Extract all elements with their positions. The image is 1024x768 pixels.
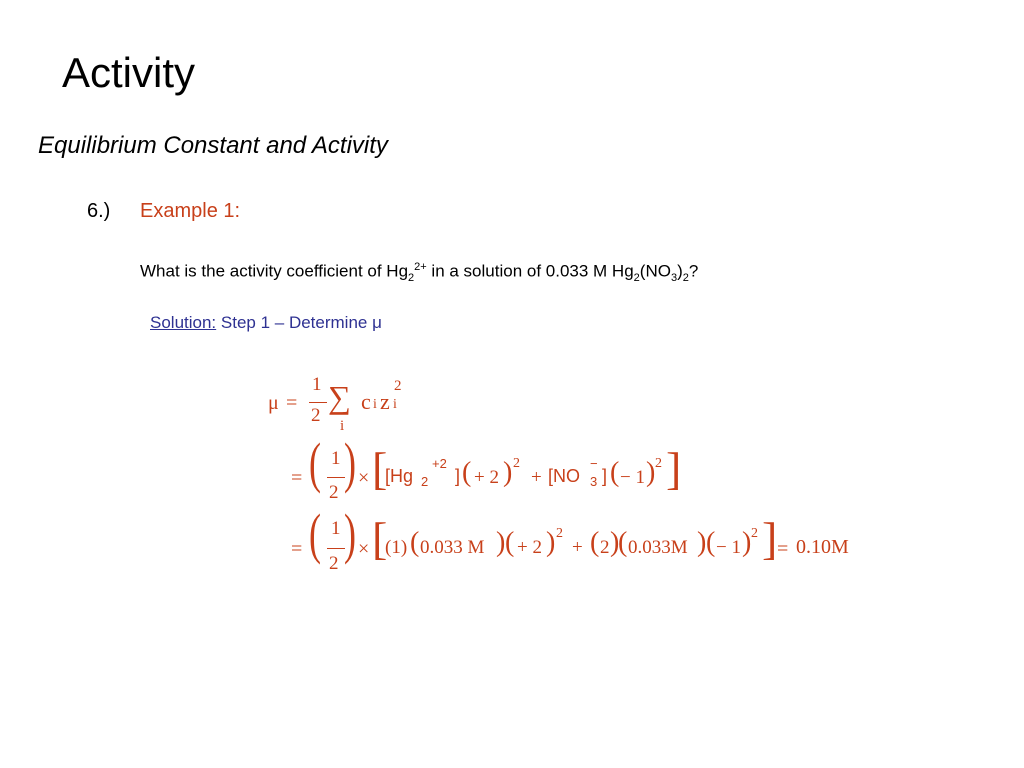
slide-subtitle: Equilibrium Constant and Activity [38, 132, 388, 159]
paren-open: ( [610, 457, 620, 488]
paren-open: ( [462, 457, 472, 488]
solution-label: Solution: [150, 313, 217, 332]
left-paren: ( [309, 431, 321, 494]
question-sub: 2 [633, 272, 640, 285]
paren-close: ) [496, 527, 506, 558]
mercury-superscript: +2 [432, 456, 447, 471]
paren-open: ( [410, 527, 420, 558]
bracket-close: ] [455, 466, 461, 486]
fraction-denominator: 2 [329, 553, 339, 574]
right-bracket: ] [666, 443, 682, 494]
fraction-bar [309, 402, 327, 403]
example-label: Example 1: [140, 200, 241, 222]
right-paren: ) [344, 502, 356, 565]
nitrate-ion: [NO [548, 466, 581, 486]
right-bracket: ] [762, 513, 778, 564]
question-sub: 2 [408, 272, 415, 285]
charge-value: + 2 [517, 537, 542, 558]
left-bracket: [ [372, 443, 388, 494]
fraction-bar [327, 477, 345, 478]
fraction-denominator: 2 [311, 405, 321, 426]
times-sign: × [358, 538, 370, 560]
paren-close: ) [742, 527, 752, 558]
slide-title: Activity [62, 49, 196, 96]
paren-close: ) [546, 527, 556, 558]
fraction-denominator: 2 [329, 482, 339, 503]
paren-open: ( [618, 527, 628, 558]
paren-open: ( [706, 527, 716, 558]
charge-superscript: 2 [394, 378, 402, 394]
mercury-ion: [Hg [385, 466, 414, 486]
times-sign: × [358, 467, 370, 489]
paren-close: ) [610, 527, 620, 558]
concentration-symbol: c [361, 389, 371, 414]
square-exponent: 2 [751, 526, 758, 541]
question-part: in a solution of 0.033 M Hg [426, 261, 634, 281]
concentration-value: 0.033 M [420, 537, 485, 558]
left-bracket: [ [372, 513, 388, 564]
bracket-close: ] [602, 466, 608, 486]
mu-symbol: μ [268, 392, 279, 414]
summation-index: i [340, 418, 345, 434]
result-value: 0.10M [796, 536, 849, 558]
equals-sign: = [286, 392, 298, 414]
fraction-numerator: 1 [331, 448, 341, 469]
charge-value: + 2 [474, 467, 499, 488]
right-paren: ) [344, 431, 356, 494]
nitrate-subscript: 3 [590, 474, 598, 489]
paren-close: ) [697, 527, 707, 558]
fraction-numerator: 1 [312, 374, 322, 395]
concentration-value: 0.033M [628, 537, 688, 558]
paren-close: ) [503, 457, 513, 488]
fraction-bar [327, 548, 345, 549]
question-text [140, 254, 698, 291]
question-part: (NO [639, 261, 671, 281]
charge-value: − 1 [620, 467, 645, 488]
coefficient: 2 [600, 537, 610, 558]
square-exponent: 2 [655, 456, 662, 471]
fraction-numerator: 1 [331, 518, 341, 539]
equals-sign: = [291, 467, 303, 489]
nitrate-superscript: − [590, 456, 598, 471]
question-sub: 2 [682, 272, 689, 285]
item-number: 6.) [87, 200, 111, 222]
charge-value: − 1 [716, 537, 741, 558]
question-part: ? [688, 261, 699, 281]
question-sub: 3 [670, 272, 678, 285]
coefficient: (1) [385, 537, 408, 558]
square-exponent: 2 [513, 456, 520, 471]
left-paren: ( [309, 502, 321, 565]
question-sup: 2+ [414, 261, 427, 273]
plus-sign: + [572, 537, 583, 558]
solution-step: Step 1 – Determine μ [216, 313, 382, 332]
question-part: What is the activity coefficient of Hg [140, 261, 409, 281]
paren-close: ) [646, 457, 656, 488]
paren-open: ( [505, 527, 515, 558]
summation-symbol: ∑ [328, 379, 351, 415]
equals-sign: = [291, 538, 303, 560]
plus-sign: + [531, 467, 542, 488]
mercury-subscript: 2 [421, 474, 429, 489]
charge-symbol: z [380, 389, 390, 414]
solution-line [150, 310, 382, 336]
charge-subscript: i [393, 397, 397, 412]
equals-sign: = [777, 538, 789, 560]
square-exponent: 2 [556, 526, 563, 541]
concentration-subscript: i [373, 397, 377, 412]
paren-open: ( [590, 527, 600, 558]
question-part: ) [677, 261, 683, 281]
